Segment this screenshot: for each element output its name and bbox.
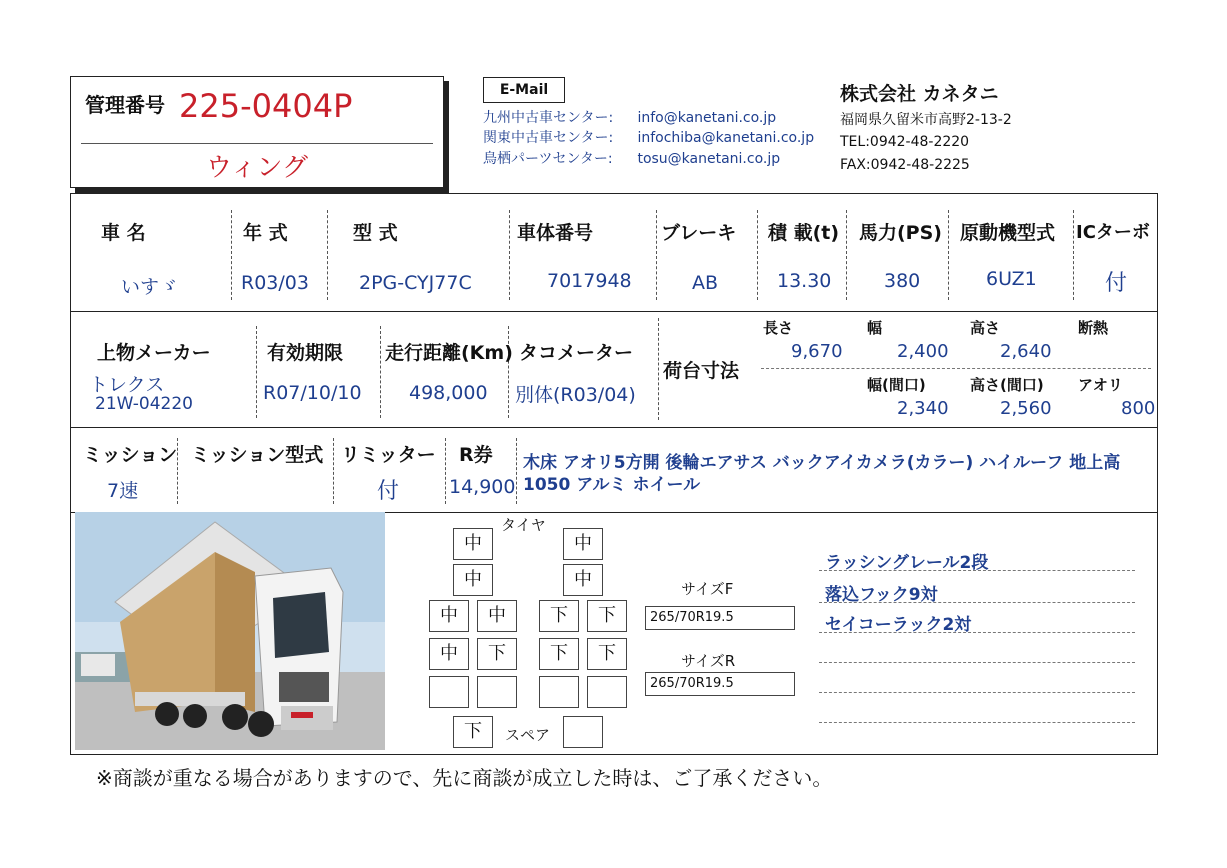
mileage-label: 走行距離(Km) bbox=[385, 342, 513, 364]
tire-rear-r3-inner bbox=[539, 676, 579, 708]
note-item: 落込フック9対 bbox=[825, 585, 938, 605]
year-label: 年 式 bbox=[243, 222, 288, 244]
management-number: 225-0404P bbox=[179, 87, 353, 125]
horsepower-label: 馬力(PS) bbox=[859, 222, 942, 244]
col-divider bbox=[509, 210, 510, 300]
tire-rear-l3-inner bbox=[477, 676, 517, 708]
limiter-label: リミッター bbox=[341, 444, 436, 466]
email-row bbox=[483, 107, 776, 127]
note-item: ラッシングレール2段 bbox=[825, 553, 989, 573]
insulation-label: 断熱 bbox=[1078, 319, 1109, 337]
r-ticket-label: R券 bbox=[459, 444, 493, 466]
width-label: 幅 bbox=[867, 319, 883, 337]
model-value: 2PG-CYJ77C bbox=[359, 272, 472, 294]
tacho-value: 別体(R03/04) bbox=[515, 384, 636, 406]
mission-label: ミッション bbox=[83, 444, 178, 466]
spare-label: スペア bbox=[505, 726, 551, 744]
row-divider bbox=[71, 311, 1157, 312]
company-name: 株式会社 カネタニ bbox=[840, 83, 999, 105]
divider bbox=[81, 143, 433, 144]
col-divider bbox=[256, 326, 257, 418]
spec-table bbox=[70, 193, 1158, 755]
center-name: 鳥栖パーツセンター: bbox=[483, 151, 613, 167]
tire-rear-r2-outer: 下 bbox=[587, 638, 627, 670]
tire-title: タイヤ bbox=[501, 516, 546, 534]
center-name: 九州中古車センター: bbox=[483, 110, 614, 126]
mission-type-label: ミッション型式 bbox=[191, 444, 324, 466]
size-f-value: 265/70R19.5 bbox=[645, 606, 795, 630]
engine-value: 6UZ1 bbox=[986, 268, 1037, 290]
brake-value: AB bbox=[692, 272, 719, 294]
col-divider bbox=[327, 210, 328, 300]
company-tel: TEL:0942-48-2220 bbox=[840, 134, 970, 150]
row-divider bbox=[71, 427, 1157, 428]
vin-label: 車体番号 bbox=[517, 222, 594, 244]
center-name: 関東中古車センター: bbox=[483, 130, 614, 146]
tire-rear-r3-outer bbox=[587, 676, 627, 708]
vin-value: 7017948 bbox=[547, 270, 632, 292]
body-type: ウィング bbox=[206, 153, 308, 183]
aori-label: アオリ bbox=[1078, 376, 1123, 394]
aori-value: 800 bbox=[1121, 398, 1156, 419]
tire-front-right-2: 中 bbox=[563, 564, 603, 596]
open-width-label: 幅(間口) bbox=[867, 376, 926, 394]
load-value: 13.30 bbox=[777, 270, 832, 292]
tire-rear-l1-outer: 中 bbox=[429, 600, 469, 632]
height-label: 高さ bbox=[970, 319, 1001, 337]
col-divider bbox=[656, 210, 657, 300]
company-address: 福岡県久留米市高野2-13-2 bbox=[840, 112, 1012, 128]
tire-spare-1: 下 bbox=[453, 716, 493, 748]
cargo-dim-label: 荷台寸法 bbox=[663, 360, 740, 382]
body-maker-label: 上物メーカー bbox=[97, 342, 211, 364]
email-address[interactable]: tosu@kanetani.co.jp bbox=[637, 151, 781, 167]
company-fax: FAX:0942-48-2225 bbox=[840, 157, 970, 173]
col-divider bbox=[846, 210, 847, 300]
brake-label: ブレーキ bbox=[661, 222, 737, 244]
management-number-label: 管理番号 bbox=[85, 93, 165, 117]
email-title: E-Mail bbox=[483, 77, 565, 103]
dim-divider bbox=[761, 368, 1151, 369]
col-divider bbox=[516, 438, 517, 504]
tacho-label: タコメーター bbox=[519, 342, 634, 364]
tire-rear-r1-outer: 下 bbox=[587, 600, 627, 632]
truck-photo bbox=[75, 512, 385, 750]
features-text: 木床 アオリ5方開 後輪エアサス バックアイカメラ(カラー) ハイルーフ 地上高1050 アルミ ホイール bbox=[523, 453, 1121, 495]
body-maker-code: 21W-04220 bbox=[95, 394, 193, 414]
open-height-label: 高さ(間口) bbox=[970, 376, 1044, 394]
note-item: セイコーラック2対 bbox=[825, 615, 972, 635]
tire-front-left-2: 中 bbox=[453, 564, 493, 596]
tire-front-right-1: 中 bbox=[563, 528, 603, 560]
make-label: 車 名 bbox=[101, 222, 146, 244]
open-width-value: 2,340 bbox=[897, 398, 949, 419]
size-r-value: 265/70R19.5 bbox=[645, 672, 795, 696]
note-line bbox=[819, 602, 1135, 603]
footer-note: ※商談が重なる場合がありますので、先に商談が成立した時は、ご了承ください。 bbox=[96, 766, 833, 790]
length-value: 9,670 bbox=[791, 341, 843, 362]
col-divider bbox=[757, 210, 758, 300]
expiry-value: R07/10/10 bbox=[263, 382, 362, 404]
tire-spare-2 bbox=[563, 716, 603, 748]
height-value: 2,640 bbox=[1000, 341, 1052, 362]
turbo-label: ICターボ bbox=[1076, 222, 1150, 243]
tire-rear-r2-inner: 下 bbox=[539, 638, 579, 670]
expiry-label: 有効期限 bbox=[267, 342, 344, 364]
limiter-value: 付 bbox=[377, 479, 400, 504]
year-value: R03/03 bbox=[241, 272, 309, 294]
size-r-label: サイズR bbox=[681, 652, 736, 670]
note-line bbox=[819, 722, 1135, 723]
tire-rear-r1-inner: 下 bbox=[539, 600, 579, 632]
note-line bbox=[819, 632, 1135, 633]
horsepower-value: 380 bbox=[884, 270, 921, 292]
tire-rear-l2-outer: 中 bbox=[429, 638, 469, 670]
length-label: 長さ bbox=[763, 319, 794, 337]
col-divider bbox=[658, 318, 659, 420]
col-divider bbox=[1073, 210, 1074, 300]
r-ticket-value: 14,900 bbox=[449, 476, 516, 498]
col-divider bbox=[333, 438, 334, 504]
note-line bbox=[819, 692, 1135, 693]
model-label: 型 式 bbox=[353, 222, 398, 244]
size-f-label: サイズF bbox=[681, 580, 734, 598]
mission-value: 7速 bbox=[107, 480, 139, 502]
col-divider bbox=[948, 210, 949, 300]
width-value: 2,400 bbox=[897, 341, 949, 362]
note-line bbox=[819, 662, 1135, 663]
col-divider bbox=[380, 326, 381, 418]
email-address[interactable]: info@kanetani.co.jp bbox=[637, 110, 777, 126]
management-box bbox=[70, 76, 444, 188]
note-line bbox=[819, 570, 1135, 571]
load-label: 積 載(t) bbox=[768, 222, 840, 244]
col-divider bbox=[231, 210, 232, 300]
tire-front-left-1: 中 bbox=[453, 528, 493, 560]
engine-label: 原動機型式 bbox=[960, 222, 1056, 244]
col-divider bbox=[445, 438, 446, 504]
email-row bbox=[483, 148, 780, 168]
email-address[interactable]: infochiba@kanetani.co.jp bbox=[637, 130, 815, 146]
turbo-value: 付 bbox=[1105, 271, 1128, 296]
open-height-value: 2,560 bbox=[1000, 398, 1052, 419]
tire-rear-l3-outer bbox=[429, 676, 469, 708]
body-maker-value: トレクス bbox=[89, 374, 165, 396]
email-row bbox=[483, 127, 814, 147]
tire-rear-l2-inner: 下 bbox=[477, 638, 517, 670]
tire-rear-l1-inner: 中 bbox=[477, 600, 517, 632]
make-value: いすゞ bbox=[121, 276, 179, 298]
mileage-value: 498,000 bbox=[409, 382, 488, 404]
